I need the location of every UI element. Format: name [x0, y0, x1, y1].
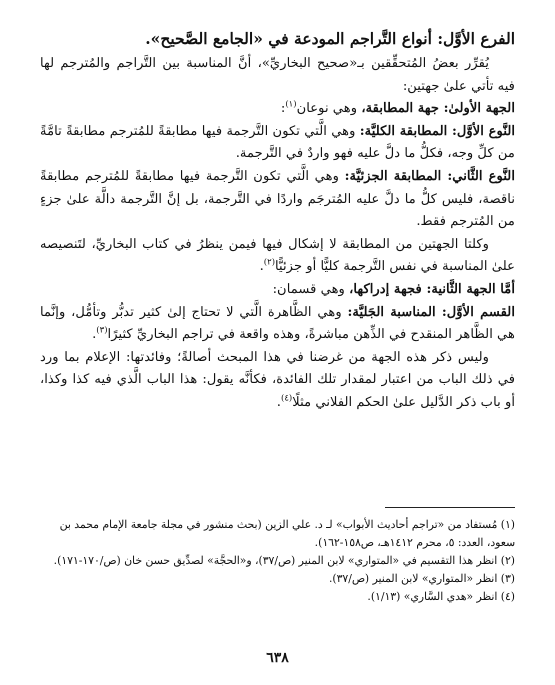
main-text	[40, 53, 515, 415]
paragraph-type-one	[40, 121, 515, 166]
footnote-4: (٤) انظر «هدي السَّاري» (١/١٣).	[367, 590, 515, 603]
closing-end: .	[276, 394, 281, 410]
paragraph-closing	[40, 347, 515, 415]
footnote-ref-4[interactable]: (٤)	[280, 393, 293, 404]
section-one-label: القسم الأوَّل: المناسبة الجَليَّة:	[347, 304, 515, 320]
footnote-2: (٢) انظر هذا التقسيم في «المتواري» لابن المنير (ص/٣٧)، و«الحجَّة» لصدِّيق حسن خان (ص/١٧٠-١٧١).	[53, 554, 515, 567]
closing-text: وليس ذكر هذه الجهة من غرضنا في هذا المبحث أصالةً؛ وفائدتها: الإعلام بما ورد في ذلك الباب من اعتبار لمقدار تلك الفائدة، فكأنَّه يقول: هذا الباب الَّذي فيه كذا وكذا، أو باب ذكر الدَّليل علىٰ الحكم الفلاني مثلًا	[40, 349, 515, 410]
section-one-text: وهي الظَّاهرة الَّتي لا تحتاج إلىٰ كثير تدبُّر وتأمُّل، وإنَّما هي الظَّاهر المنقدح في الذِّهن مباشرةً، وهذه واقعة في تراجم البخاريِّ كثيرًا	[40, 304, 515, 343]
footnote-1: (١) مُستفاد من «تراجم أحاديث الأبواب» لـ د. علي الزين (بحث منشور في مجلة جامعة الإمام محمد بن سعود، العدد: ٥، محرم ١٤١٢هـ، ص١٥٨-١٦٢).	[59, 518, 515, 549]
second-aspect-label: أمَّا الجهة الثَّانية: فجهة إدراكها،	[349, 281, 515, 297]
footnote-divider	[385, 507, 515, 508]
page-number: ٦٣٨	[266, 650, 289, 666]
first-aspect-end: :	[280, 101, 286, 117]
footnote-3: (٣) انظر «المتواري» لابن المنير (ص/٣٧).	[328, 572, 515, 585]
paragraph-both-aspects	[40, 234, 515, 279]
paragraph-section-one	[40, 302, 515, 347]
footnotes	[40, 516, 515, 606]
paragraph-first-aspect	[40, 98, 515, 121]
first-aspect-text: وهي نوعان	[296, 101, 362, 117]
footnote-ref-1[interactable]: (١)	[285, 99, 297, 110]
footnote-ref-2[interactable]: (٢)	[263, 257, 276, 268]
paragraph-type-two	[40, 166, 515, 234]
both-aspects-end: .	[259, 259, 264, 275]
footnote-ref-3[interactable]: (٣)	[96, 325, 108, 336]
type-one-text: وهي الَّتي تكون التَّرجمة فيها مطابقةً للمُترجم مطابقةً تامَّةً من كلِّ وجه، فكلُّ ما دلَّ عليه فهو واردٌ في التَّرجمة.	[40, 123, 515, 162]
type-two-text: وهي الَّتي تكون التَّرجمة فيها مطابقةً للمُترجم مطابقةً ناقصة، فليس كلُّ ما دلَّ عليه المُترجَم واردًا في التَّرجمة، بل إنَّ التَّرجمة دالَّة علىٰ جزءٍ من المُترجم فقط.	[40, 168, 515, 230]
type-one-label: النَّوع الأوَّل: المطابقة الكليَّة:	[359, 123, 515, 139]
section-heading: الفرع الأوَّل: أنواع التَّراجم المودعة في «الجامع الصَّحيح».	[145, 29, 515, 48]
paragraph-intro: يُقرِّر بعضُ المُتحقِّقين بـ«صحيح البخاريِّ»، أنَّ المناسبة بين التَّراجم والمُترجم لها فيه تأتي علىٰ جهتين:	[40, 56, 515, 94]
type-two-label: النَّوع الثَّاني: المطابقة الجزئيَّة:	[344, 168, 515, 184]
first-aspect-label: الجهة الأولىٰ: جهة المطابقة،	[361, 101, 515, 117]
paragraph-second-aspect	[40, 279, 515, 302]
both-aspects-text: وكلتا الجهتين من المطابقة لا إشكال فيها فيمن ينظرُ في كتاب البخاريِّ، لتَنصيصه علىٰ المناسبة في نفس التَّرجمة كليًّا أو جزئيًّا	[40, 236, 515, 275]
section-one-end: .	[92, 327, 97, 343]
second-aspect-text: وهي قسمان:	[272, 281, 350, 297]
